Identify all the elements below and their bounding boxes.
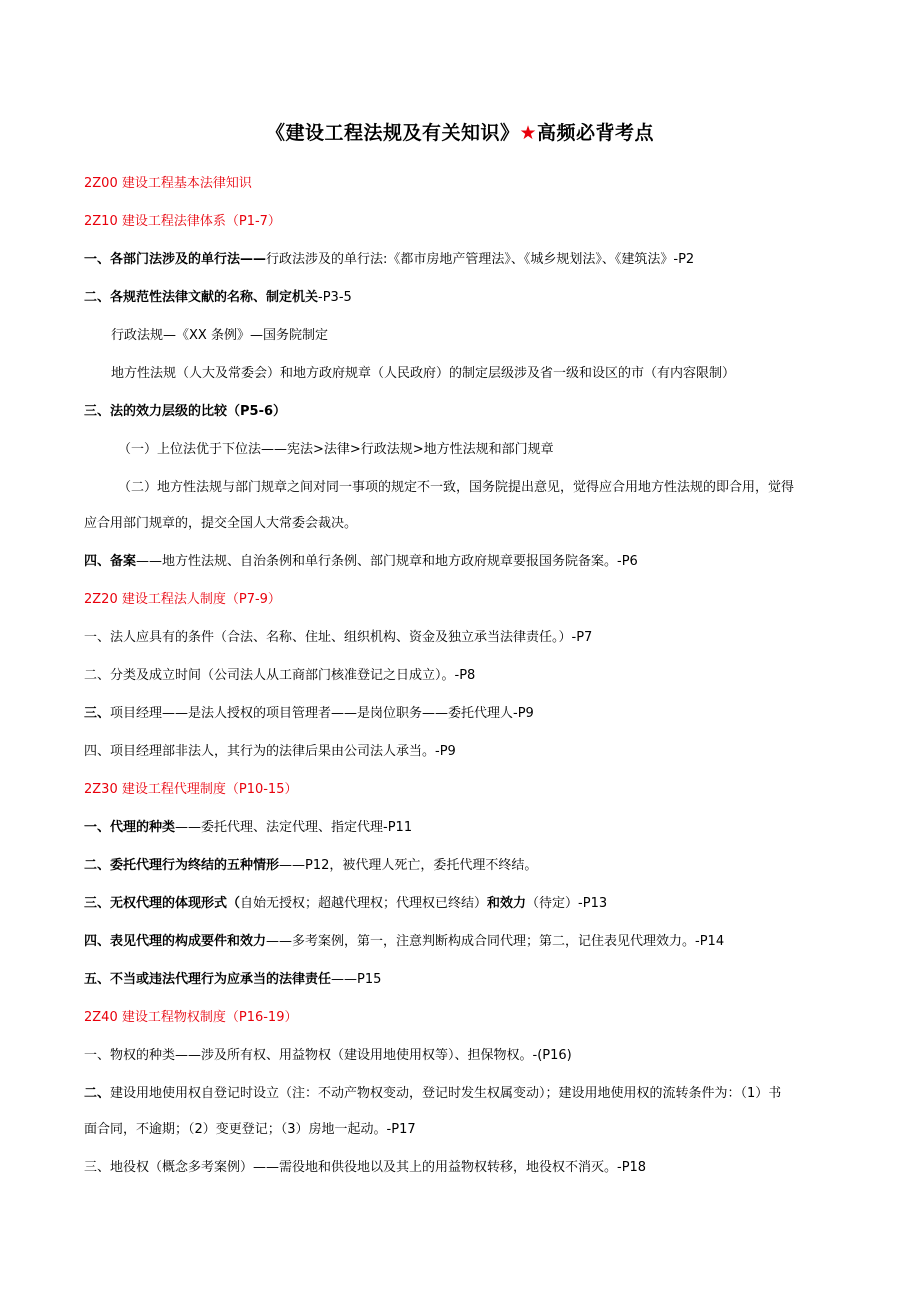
agency-item-4: 四、表见代理的构成要件和效力——多考案例，第一，注意判断构成合同代理；第二，记住表见代理效力。-P14 — [84, 934, 725, 949]
legal-person-item-1: 一、法人应具有的条件（合法、名称、住址、组织机构、资金及独立承当法律责任。）-P7 — [84, 630, 593, 645]
agency-item-3: 三、无权代理的体现形式（自始无授权；超越代理权；代理权已终结）和效力（待定）-P13 — [84, 896, 608, 911]
point-1-single-laws: 一、各部门法涉及的单行法——行政法涉及的单行法:《都市房地产管理法》、《城乡规划法》、《建筑法》-P2 — [84, 252, 695, 267]
section-heading-2z40: 2Z40 建设工程物权制度（P16-19） — [84, 1010, 298, 1025]
page-title — [0, 118, 920, 145]
legal-person-item-4: 四、项目经理部非法人，其行为的法律后果由公司法人承当。-P9 — [84, 744, 456, 759]
point-3-hierarchy: 三、法的效力层级的比较（P5-6） — [84, 404, 287, 419]
property-item-3: 三、地役权（概念多考案例）——需役地和供役地以及其上的用益物权转移，地役权不消灭。-P18 — [84, 1160, 647, 1175]
property-item-2-cont: 面合同，不逾期；（2）变更登记；（3）房地一起动。-P17 — [84, 1122, 416, 1137]
section-heading-2z10: 2Z10 建设工程法律体系（P1-7） — [84, 214, 281, 229]
star-icon: ★ — [519, 122, 538, 144]
agency-item-2: 二、委托代理行为终结的五种情形——P12，被代理人死亡，委托代理不终结。 — [84, 858, 538, 873]
section-heading-2z00: 2Z00 建设工程基本法律知识 — [84, 176, 252, 191]
property-item-1: 一、物权的种类——涉及所有权、用益物权（建设用地使用权等）、担保物权。-(P16) — [84, 1048, 572, 1063]
section-heading-2z30: 2Z30 建设工程代理制度（P10-15） — [84, 782, 298, 797]
title-main: 《建设工程法规及有关知识》 — [265, 122, 520, 144]
point-4-filing: 四、备案——地方性法规、自治条例和单行条例、部门规章和地方政府规章要报国务院备案。-P6 — [84, 554, 638, 569]
legal-person-item-2: 二、分类及成立时间（公司法人从工商部门核准登记之日成立）。-P8 — [84, 668, 476, 683]
legal-person-item-3: 三、项目经理——是法人授权的项目管理者——是岗位职务——委托代理人-P9 — [84, 706, 534, 721]
agency-item-5: 五、不当或违法代理行为应承当的法律责任——P15 — [84, 972, 382, 987]
hierarchy-rule-2: （二）地方性法规与部门规章之间对同一事项的规定不一致，国务院提出意见，觉得应合用地方性法规的即合用，觉得 — [118, 480, 795, 495]
point-2-legal-documents: 二、各规范性法律文献的名称、制定机关-P3-5 — [84, 290, 352, 305]
title-tail: 高频必背考点 — [537, 122, 655, 144]
local-regulation-line: 地方性法规（人大及常委会）和地方政府规章（人民政府）的制定层级涉及省一级和设区的市（有内容限制） — [111, 366, 736, 381]
hierarchy-rule-2-cont: 应合用部门规章的，提交全国人大常委会裁决。 — [84, 516, 358, 531]
property-item-2: 二、建设用地使用权自登记时设立（注：不动产物权变动，登记时发生权属变动）；建设用地使用权的流转条件为：（1）书 — [84, 1086, 782, 1101]
admin-regulation-line: 行政法规—《XX 条例》—国务院制定 — [111, 328, 328, 343]
hierarchy-rule-1: （一）上位法优于下位法——宪法>法律>行政法规>地方性法规和部门规章 — [118, 442, 554, 457]
agency-item-1: 一、代理的种类——委托代理、法定代理、指定代理-P11 — [84, 820, 413, 835]
section-heading-2z20: 2Z20 建设工程法人制度（P7-9） — [84, 592, 281, 607]
